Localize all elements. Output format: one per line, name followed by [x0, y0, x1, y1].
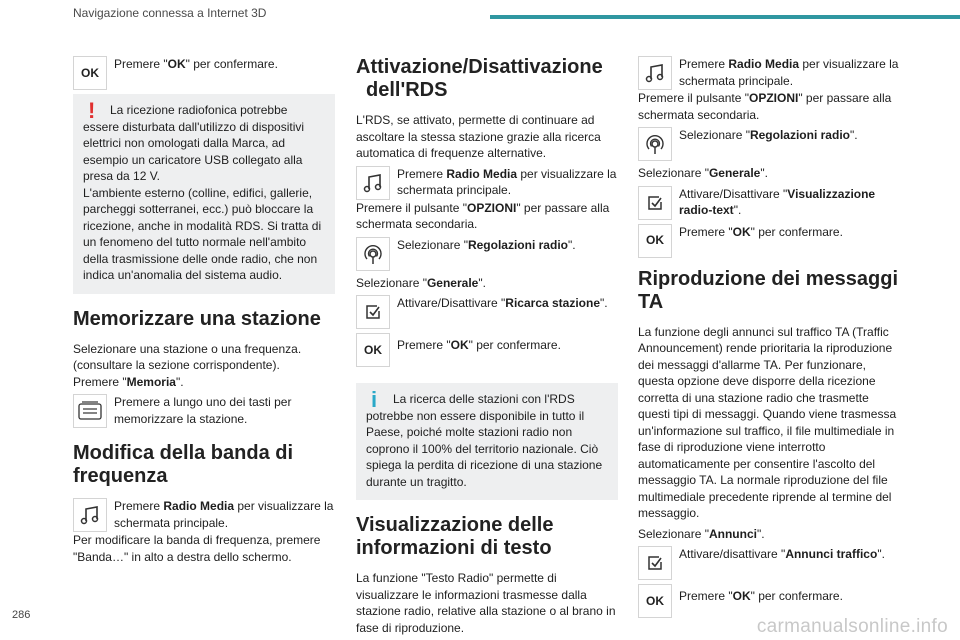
info-note — [356, 383, 618, 500]
heading-text-info: Visualizzazione delle informazioni di testo — [356, 514, 554, 559]
radio-settings-icon — [356, 237, 390, 271]
ok-icon: OK — [356, 333, 390, 367]
text-info-paragraph: La funzione "Testo Radio" permette di visualizzare le informazioni trasmesse dalla stazione radio, relative alla stazione o al brano in fase di riproduzione. — [356, 571, 616, 635]
ok-icon: OK — [638, 224, 672, 258]
ta-step-ok: OK Premere "OK" per confermare. — [638, 584, 900, 622]
heading-band: Modifica della banda di frequenza — [73, 442, 294, 487]
warning-text-2: L'ambiente esterno (colline, edifici, gallerie, parcheggi sotterranei, ecc.) può bloccare la ricezione, anche in modalità RDS. Si tratta di un fenomeno del tutto normale nell'ambito della trasmissione delle onde radio, che non indica un'anomalia del sistema audio. — [83, 185, 322, 282]
header-accent-bar — [490, 15, 960, 19]
watermark: carmanualsonline.info — [756, 616, 948, 637]
text-step-ok: OK Premere "OK" per confermare. — [638, 224, 900, 258]
radio-presets-icon — [73, 394, 107, 428]
text-opzioni-text: Premere il pulsante "OPZIONI" per passare alla schermata secondaria. — [638, 91, 892, 122]
rds-step-settings: Selezionare "Regolazioni radio". — [356, 237, 618, 271]
checkbox-icon — [638, 546, 672, 580]
ta-step-toggle: Attivare/disattivare "Annunci traffico". — [638, 546, 900, 580]
text-step-settings: Selezionare "Regolazioni radio". — [638, 127, 900, 161]
radio-settings-icon — [638, 127, 672, 161]
rds-step-ok: OK Premere "OK" per confermare. — [356, 333, 618, 371]
running-header: Navigazione connessa a Internet 3D — [73, 6, 267, 20]
column-3 — [638, 56, 900, 626]
text-generale-text: Selezionare "Generale". — [638, 166, 768, 180]
text-step-toggle: Attivare/Disattivare "Visualizzazione radio-text". — [638, 186, 900, 220]
heading-memorize: Memorizzare una stazione — [73, 307, 321, 330]
memorize-text: Selezionare una stazione o una frequenza. (consultare la sezione corrispondente). Premere "Memoria". — [73, 341, 302, 389]
ta-annunci-text: Selezionare "Annunci". — [638, 526, 765, 541]
info-text: La ricerca delle stazioni con l'RDS potrebbe non essere disponibile in tutto il Paese, poiché molte stazioni radio non coprono il 100% del territorio nazionale. Ciò spiega la perdita di ricezione di una stazione durante un tragitto. — [366, 392, 603, 489]
rds-step-toggle: Attivare/Disattivare "Ricarca stazione". — [356, 295, 618, 329]
ok-icon: OK — [638, 584, 672, 618]
column-1 — [73, 56, 335, 569]
warning-text: La ricezione radiofonica potrebbe essere disturbata dall'utilizzo di dispositivi elettrici non omologati dalla Marca, ad esempio un caricatore USB collegato alla presa da 12 V. — [83, 103, 305, 183]
rds-opzioni-text: Premere il pulsante "OPZIONI" per passare alla schermata secondaria. — [356, 200, 610, 231]
warning-icon: ! — [88, 98, 96, 123]
ok-icon: OK — [73, 56, 107, 90]
memorize-step: Premere a lungo uno dei tasti per memorizzare la stazione. — [73, 394, 335, 428]
warning-note — [73, 94, 335, 294]
ok-step: OK Premere "OK" per confermare. — [73, 56, 335, 90]
heading-rds: Attivazione/Disattivazione dell'RDS — [356, 56, 603, 101]
heading-ta: Riproduzione dei messaggi TA — [638, 267, 899, 313]
band-text: Per modificare la banda di frequenza, premere "Banda…" in alto a destra dello schermo. — [73, 533, 321, 564]
info-icon: i — [371, 387, 378, 412]
checkbox-icon — [638, 186, 672, 220]
music-note-icon — [638, 56, 672, 90]
rds-text: L'RDS, se attivato, permette di continuare ad ascoltare la stessa stazione grazie alla ricerca automatica di frequenze alternative. — [356, 113, 601, 160]
checkbox-icon — [356, 295, 390, 329]
rds-step-radio-media: Premere Radio Media per visualizzare la schermata principale. — [356, 166, 618, 200]
page-number: 286 — [12, 609, 31, 621]
rds-generale-text: Selezionare "Generale". — [356, 275, 486, 290]
ta-paragraph: La funzione degli annunci sul traffico TA (Traffic Announcement) rende prioritaria la riproduzione dei messaggi d'allarme TA. Per funzionare, questa opzione deve disporre della ricezione corretta di una stazione radio che trasmette questi tipi di messaggi. Quando viene trasmessa un'informazione sul traffico, il file multimediale in fase di riproduzione viene interrotto automaticamente per consentire l'ascolto del messaggio TA. La normale riproduzione del file multimediale precedente riprende al termine del messaggio. — [638, 324, 897, 520]
column-2 — [356, 56, 618, 640]
music-note-icon — [356, 166, 390, 200]
music-note-icon — [73, 498, 107, 532]
text-step-radio-media: Premere Radio Media per visualizzare la schermata principale. — [638, 56, 900, 90]
band-step: Premere Radio Media per visualizzare la schermata principale. — [73, 498, 335, 532]
